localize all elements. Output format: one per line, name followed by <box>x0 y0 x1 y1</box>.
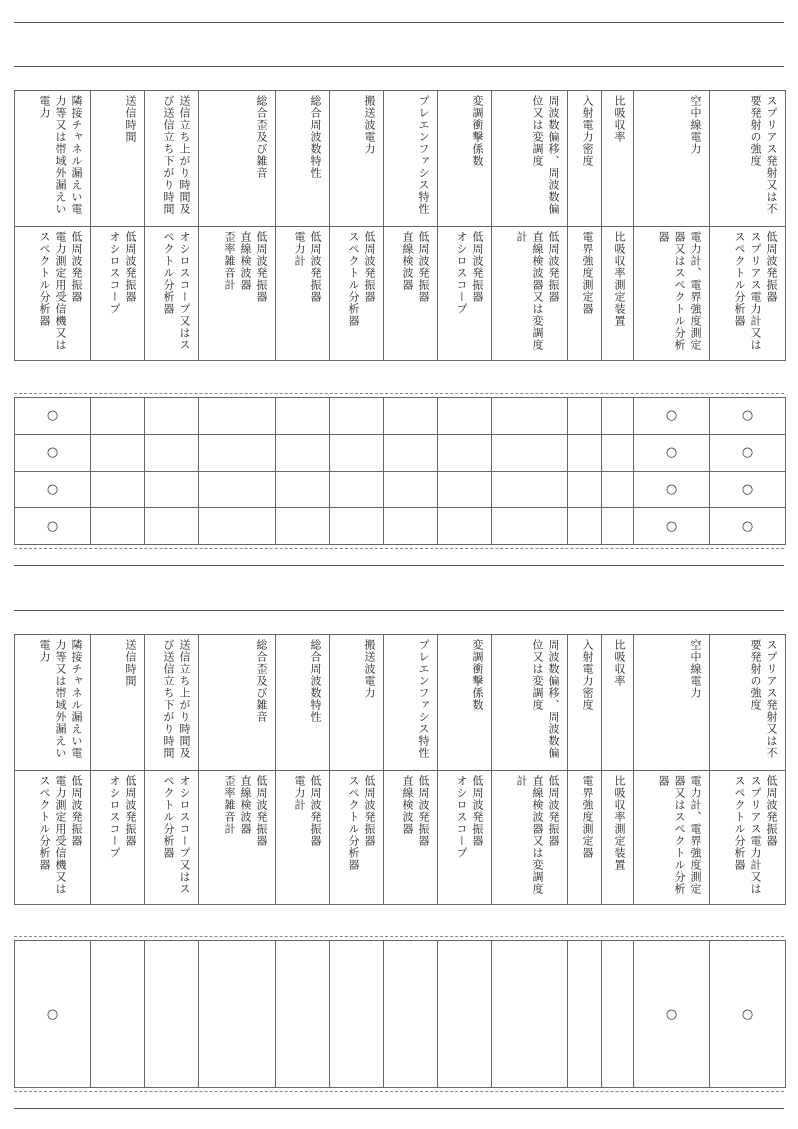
instrument-spurious <box>710 771 786 905</box>
instrument-line: 器又はスペクトル分析 <box>673 231 686 351</box>
mark-cell-modulation-shock <box>438 508 492 545</box>
mark-cell-pre-emphasis <box>384 508 438 545</box>
mark-cell-spurious: ○ <box>710 471 786 508</box>
measurement-item-antenna-power <box>634 91 710 227</box>
mark-cell-specific-absorption <box>602 471 634 508</box>
measurement-item-overall-frequency <box>276 91 330 227</box>
mark-cell-specific-absorption <box>602 508 634 545</box>
instrument-line: 直線検波器 <box>401 231 414 291</box>
mark-cell-overall-frequency <box>276 471 330 508</box>
instrument-line: 低周波発振器 <box>309 231 322 303</box>
section2-dash-top <box>14 936 784 937</box>
mark-cell-carrier-power <box>330 471 384 508</box>
mark-cell-frequency-deviation <box>492 434 568 471</box>
measurement-item-line: 総合周波数特性 <box>309 95 322 179</box>
instrument-line: 電力計、電界強度測定 <box>689 231 702 351</box>
measurement-item-line: 位又は変調度 <box>531 95 544 167</box>
measurement-item-line: 総合歪及び雑音 <box>255 639 268 723</box>
instrument-line: 電力測定用受信機又は <box>54 775 67 895</box>
mark-cell-modulation-shock <box>438 471 492 508</box>
instrument-carrier-power <box>330 771 384 905</box>
instrument-line: スペクトル分析器 <box>38 231 51 327</box>
measurement-item-line: 入射電力密度 <box>581 639 594 711</box>
measurement-item-line: 比吸収率 <box>613 95 626 143</box>
instrument-line: 電力計 <box>293 231 306 267</box>
instrument-line: 電力測定用受信機又は <box>54 231 67 351</box>
measurement-item-line: 総合周波数特性 <box>309 639 322 723</box>
measurement-item-line: 周波数偏移、周波数偏 <box>547 95 560 215</box>
measurement-item-line: 変調衝撃係数 <box>471 95 484 167</box>
measurement-item-rise-fall-time <box>145 635 199 771</box>
section2-header-table <box>14 634 786 905</box>
mark-cell-antenna-power: ○ <box>634 471 710 508</box>
measurement-item-row <box>15 91 786 227</box>
mark-cell-antenna-power: ○ <box>634 508 710 545</box>
measurement-item-line: スプリアス発射又は不 <box>765 95 778 215</box>
mark-cell-pre-emphasis <box>384 471 438 508</box>
measurement-item-antenna-power <box>634 635 710 771</box>
measurement-item-carrier-power <box>330 635 384 771</box>
mark-cell-incident-power-density <box>568 508 602 545</box>
instrument-line: 計 <box>515 775 528 787</box>
instrument-line: ペクトル分析器 <box>162 775 175 859</box>
instrument-specific-absorption <box>602 771 634 905</box>
instrument-pre-emphasis <box>384 227 438 361</box>
mark-cell-overall-distortion <box>199 434 276 471</box>
mark-cell-specific-absorption <box>602 941 634 1088</box>
instrument-line: スペクトル分析器 <box>347 231 360 327</box>
measurement-item-line: 総合歪及び雑音 <box>255 95 268 179</box>
measurement-item-line: 力等又は帯域外漏えい <box>54 95 67 215</box>
mark-cell-transmit-time <box>91 398 145 435</box>
instrument-incident-power-density <box>568 227 602 361</box>
instrument-line: 低周波発振器 <box>765 775 778 847</box>
measurement-item-modulation-shock <box>438 91 492 227</box>
instrument-row <box>15 771 786 905</box>
measurement-item-line: 要発射の強度 <box>749 95 762 167</box>
section1-dash-top <box>14 393 784 394</box>
instrument-line: 低周波発振器 <box>417 231 430 303</box>
instrument-line: 低周波発振器 <box>471 775 484 847</box>
section1-bottom-rule <box>14 565 784 566</box>
instrument-line: 低周波発振器 <box>70 775 83 847</box>
instrument-line: 器 <box>657 775 670 787</box>
instrument-line: 低周波発振器 <box>124 775 137 847</box>
measurement-item-line: 搬送波電力 <box>363 639 376 699</box>
measurement-item-adjacent-leakage <box>15 635 91 771</box>
instrument-line: 歪率雑音計 <box>223 775 236 835</box>
mark-cell-pre-emphasis <box>384 941 438 1088</box>
measurement-item-line: プレエンファシス特性 <box>417 639 430 759</box>
instrument-line: オシロスコープ <box>108 231 121 315</box>
mark-cell-pre-emphasis <box>384 398 438 435</box>
mark-cell-adjacent-leakage: ○ <box>15 471 91 508</box>
measurement-item-line: 送信立ち上がり時間及 <box>178 639 191 759</box>
mark-cell-incident-power-density <box>568 398 602 435</box>
measurement-item-line: 変調衝撃係数 <box>471 639 484 711</box>
table-row <box>15 508 786 545</box>
measurement-item-line: 空中線電力 <box>689 639 702 699</box>
mark-cell-incident-power-density <box>568 434 602 471</box>
mark-cell-overall-frequency <box>276 398 330 435</box>
measurement-item-line: 周波数偏移、周波数偏 <box>547 639 560 759</box>
measurement-item-modulation-shock <box>438 635 492 771</box>
measurement-item-pre-emphasis <box>384 91 438 227</box>
measurement-item-line: 比吸収率 <box>613 639 626 687</box>
measurement-item-line: 入射電力密度 <box>581 95 594 167</box>
instrument-line: 低周波発振器 <box>309 775 322 847</box>
instrument-line: 低周波発振器 <box>765 231 778 303</box>
instrument-line: 直線検波器又は変調度 <box>531 231 544 351</box>
instrument-line: 低周波発振器 <box>471 231 484 303</box>
mark-cell-adjacent-leakage: ○ <box>15 941 91 1088</box>
measurement-item-specific-absorption <box>602 635 634 771</box>
instrument-line: 低周波発振器 <box>363 775 376 847</box>
measurement-item-specific-absorption <box>602 91 634 227</box>
measurement-item-line: び送信立ち下がり時間 <box>162 95 175 215</box>
section1-header-rule <box>14 66 784 67</box>
measurement-item-overall-distortion <box>199 91 276 227</box>
section1-dash-bottom <box>14 548 784 549</box>
mark-cell-frequency-deviation <box>492 941 568 1088</box>
instrument-line: 電力計 <box>293 775 306 811</box>
instrument-line: 比吸収率測定装置 <box>613 775 626 871</box>
measurement-item-line: 隣接チャネル漏えい電 <box>70 95 83 215</box>
instrument-rise-fall-time <box>145 771 199 905</box>
table-row <box>15 398 786 435</box>
instrument-line: スペクトル分析器 <box>38 775 51 871</box>
instrument-line: オシロスコープ <box>455 775 468 859</box>
mark-cell-rise-fall-time <box>145 508 199 545</box>
mark-cell-modulation-shock <box>438 941 492 1088</box>
instrument-overall-frequency <box>276 771 330 905</box>
table-row <box>15 471 786 508</box>
measurement-item-line: プレエンファシス特性 <box>417 95 430 215</box>
mark-cell-frequency-deviation <box>492 398 568 435</box>
measurement-item-adjacent-leakage <box>15 91 91 227</box>
instrument-spurious <box>710 227 786 361</box>
mark-cell-antenna-power: ○ <box>634 941 710 1088</box>
mark-cell-rise-fall-time <box>145 471 199 508</box>
instrument-line: 低周波発振器 <box>255 231 268 303</box>
mark-cell-frequency-deviation <box>492 471 568 508</box>
instrument-line: スプリアス電力計又は <box>749 231 762 351</box>
instrument-overall-distortion <box>199 227 276 361</box>
mark-cell-adjacent-leakage: ○ <box>15 434 91 471</box>
instrument-line: スプリアス電力計又は <box>749 775 762 895</box>
instrument-line: オシロスコープ <box>108 775 121 859</box>
mark-cell-transmit-time <box>91 508 145 545</box>
mark-cell-pre-emphasis <box>384 434 438 471</box>
instrument-pre-emphasis <box>384 771 438 905</box>
section2-bottom-rule <box>14 1108 784 1109</box>
instrument-line: 低周波発振器 <box>547 775 560 847</box>
instrument-modulation-shock <box>438 771 492 905</box>
instrument-overall-frequency <box>276 227 330 361</box>
measurement-item-spurious <box>710 91 786 227</box>
measurement-item-line: スプリアス発射又は不 <box>765 639 778 759</box>
mark-cell-carrier-power <box>330 434 384 471</box>
measurement-item-line: 力等又は帯域外漏えい <box>54 639 67 759</box>
instrument-row <box>15 227 786 361</box>
mark-cell-overall-frequency <box>276 941 330 1088</box>
measurement-item-incident-power-density <box>568 635 602 771</box>
instrument-carrier-power <box>330 227 384 361</box>
mark-cell-overall-distortion <box>199 471 276 508</box>
measurement-item-frequency-deviation <box>492 91 568 227</box>
instrument-line: 歪率雑音計 <box>223 231 236 291</box>
measurement-item-line: び送信立ち下がり時間 <box>162 639 175 759</box>
mark-cell-spurious: ○ <box>710 398 786 435</box>
mark-cell-transmit-time <box>91 434 145 471</box>
instrument-line: 低周波発振器 <box>124 231 137 303</box>
section1-header-table <box>14 90 786 361</box>
instrument-line: 直線検波器 <box>401 775 414 835</box>
instrument-line: 計 <box>515 231 528 243</box>
instrument-adjacent-leakage <box>15 227 91 361</box>
instrument-line: スペクトル分析器 <box>347 775 360 871</box>
instrument-overall-distortion <box>199 771 276 905</box>
instrument-transmit-time <box>91 227 145 361</box>
instrument-line: 低周波発振器 <box>547 231 560 303</box>
measurement-item-rise-fall-time <box>145 91 199 227</box>
instrument-line: オシロスコープ <box>455 231 468 315</box>
measurement-item-line: 空中線電力 <box>689 95 702 155</box>
instrument-line: 電界強度測定器 <box>581 775 594 859</box>
instrument-line: スペクトル分析器 <box>733 775 746 871</box>
measurement-item-overall-distortion <box>199 635 276 771</box>
measurement-item-line: 電力 <box>38 95 51 119</box>
instrument-line: ペクトル分析器 <box>162 231 175 315</box>
mark-cell-antenna-power: ○ <box>634 434 710 471</box>
measurement-item-line: 送信時間 <box>124 639 137 687</box>
instrument-line: スペクトル分析器 <box>733 231 746 327</box>
measurement-item-line: 要発射の強度 <box>749 639 762 711</box>
instrument-line: 器 <box>657 231 670 243</box>
mark-cell-carrier-power <box>330 398 384 435</box>
mark-cell-rise-fall-time <box>145 941 199 1088</box>
mark-cell-specific-absorption <box>602 398 634 435</box>
instrument-line: 電界強度測定器 <box>581 231 594 315</box>
mark-cell-overall-frequency <box>276 508 330 545</box>
section2-mark-table <box>14 940 786 1088</box>
instrument-frequency-deviation <box>492 771 568 905</box>
instrument-antenna-power <box>634 771 710 905</box>
instrument-antenna-power <box>634 227 710 361</box>
section1-top-rule <box>14 22 784 23</box>
section1-mark-table <box>14 397 786 545</box>
instrument-line: 直線検波器 <box>239 775 252 835</box>
instrument-line: 低周波発振器 <box>417 775 430 847</box>
instrument-line: 比吸収率測定装置 <box>613 231 626 327</box>
mark-cell-antenna-power: ○ <box>634 398 710 435</box>
instrument-modulation-shock <box>438 227 492 361</box>
section2-dash-bottom <box>14 1091 784 1092</box>
instrument-frequency-deviation <box>492 227 568 361</box>
measurement-item-carrier-power <box>330 91 384 227</box>
table-row <box>15 941 786 1088</box>
measurement-item-line: 位又は変調度 <box>531 639 544 711</box>
instrument-adjacent-leakage <box>15 771 91 905</box>
measurement-item-line: 搬送波電力 <box>363 95 376 155</box>
instrument-incident-power-density <box>568 771 602 905</box>
instrument-specific-absorption <box>602 227 634 361</box>
mark-cell-overall-distortion <box>199 398 276 435</box>
mark-cell-spurious: ○ <box>710 434 786 471</box>
table-row <box>15 434 786 471</box>
mark-cell-overall-distortion <box>199 508 276 545</box>
measurement-item-line: 隣接チャネル漏えい電 <box>70 639 83 759</box>
measurement-item-line: 送信時間 <box>124 95 137 143</box>
mark-cell-transmit-time <box>91 941 145 1088</box>
measurement-item-transmit-time <box>91 635 145 771</box>
instrument-rise-fall-time <box>145 227 199 361</box>
mark-cell-transmit-time <box>91 471 145 508</box>
instrument-line: 低周波発振器 <box>363 231 376 303</box>
section2-header-rule <box>14 610 784 611</box>
mark-cell-adjacent-leakage: ○ <box>15 508 91 545</box>
instrument-line: オシロスコープ又はス <box>178 231 191 351</box>
instrument-line: オシロスコープ又はス <box>178 775 191 895</box>
measurement-item-transmit-time <box>91 91 145 227</box>
mark-cell-carrier-power <box>330 508 384 545</box>
instrument-line: 低周波発振器 <box>255 775 268 847</box>
mark-cell-rise-fall-time <box>145 434 199 471</box>
instrument-line: 低周波発振器 <box>70 231 83 303</box>
mark-cell-overall-distortion <box>199 941 276 1088</box>
measurement-item-incident-power-density <box>568 91 602 227</box>
instrument-transmit-time <box>91 771 145 905</box>
mark-cell-spurious: ○ <box>710 508 786 545</box>
mark-cell-rise-fall-time <box>145 398 199 435</box>
measurement-item-line: 電力 <box>38 639 51 663</box>
instrument-line: 電力計、電界強度測定 <box>689 775 702 895</box>
mark-cell-incident-power-density <box>568 941 602 1088</box>
measurement-item-row <box>15 635 786 771</box>
instrument-line: 直線検波器 <box>239 231 252 291</box>
instrument-line: 器又はスペクトル分析 <box>673 775 686 895</box>
mark-cell-carrier-power <box>330 941 384 1088</box>
mark-cell-frequency-deviation <box>492 508 568 545</box>
mark-cell-modulation-shock <box>438 398 492 435</box>
mark-cell-overall-frequency <box>276 434 330 471</box>
measurement-item-overall-frequency <box>276 635 330 771</box>
measurement-item-spurious <box>710 635 786 771</box>
instrument-line: 直線検波器又は変調度 <box>531 775 544 895</box>
mark-cell-specific-absorption <box>602 434 634 471</box>
measurement-item-frequency-deviation <box>492 635 568 771</box>
mark-cell-adjacent-leakage: ○ <box>15 398 91 435</box>
measurement-item-pre-emphasis <box>384 635 438 771</box>
mark-cell-modulation-shock <box>438 434 492 471</box>
measurement-item-line: 送信立ち上がり時間及 <box>178 95 191 215</box>
mark-cell-spurious: ○ <box>710 941 786 1088</box>
mark-cell-incident-power-density <box>568 471 602 508</box>
